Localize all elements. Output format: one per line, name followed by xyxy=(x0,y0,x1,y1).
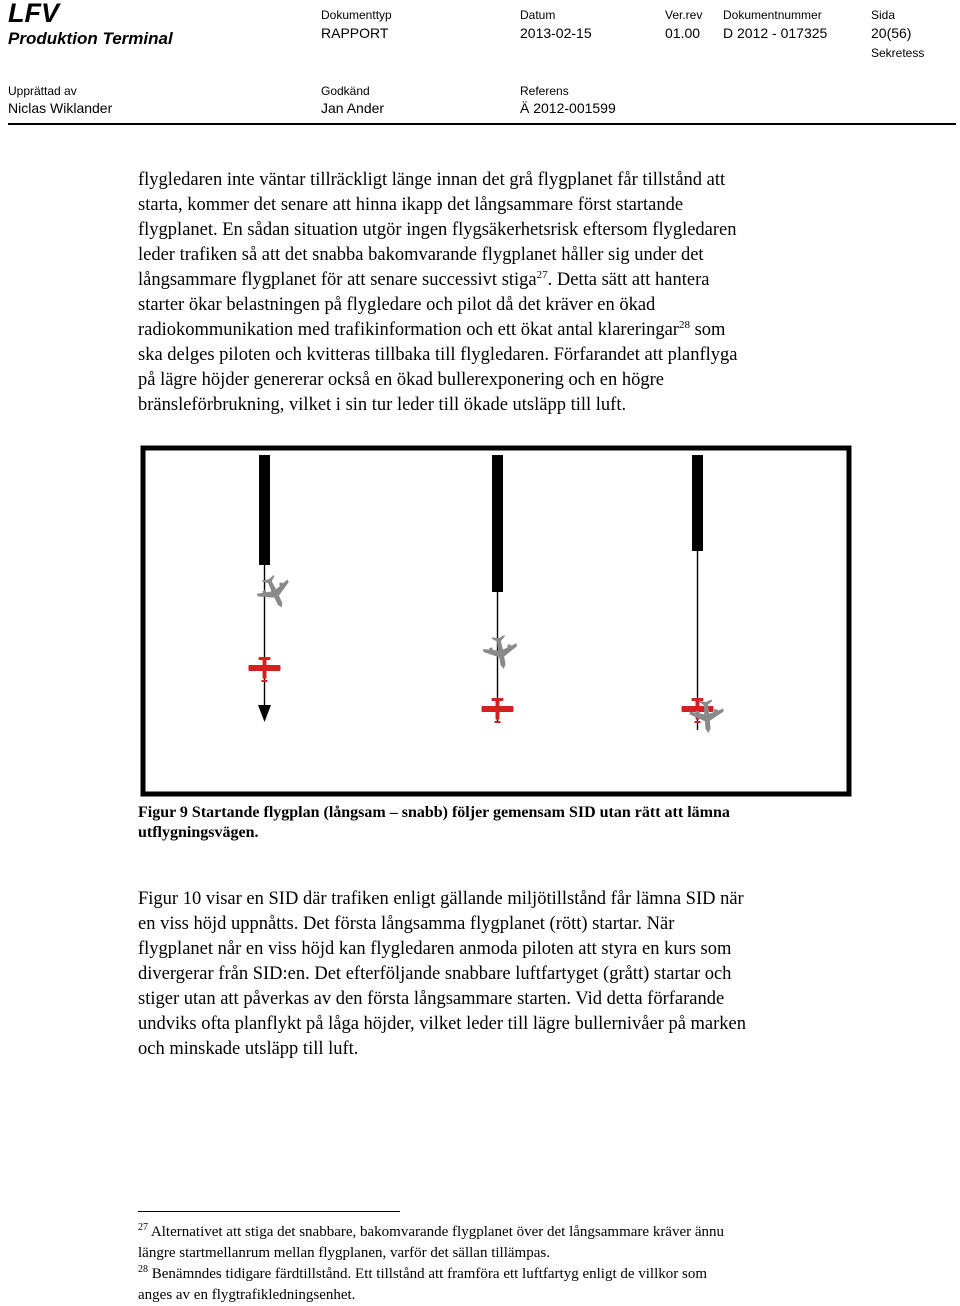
doctype-label: Dokumenttyp xyxy=(321,8,392,22)
paragraph-line: flygplanet. En sådan situation utgör ingen flygsäkerhetsrisk eftersom flygledaren xyxy=(138,220,737,240)
page-number: 20(56) xyxy=(871,25,912,41)
paragraph-line: och minskade utsläpp till luft. xyxy=(138,1039,359,1059)
paragraph-2 xyxy=(138,887,858,1062)
footnote-line: längre startmellanrum mellan flygplanen, varför det sällan tillämpas. xyxy=(138,1245,550,1261)
docnum-value: D 2012 - 017325 xyxy=(723,25,828,41)
paragraph-line: Figur 10 visar en SID där trafiken enligt gällande miljötillstånd får lämna SID när xyxy=(138,889,744,909)
footnote-28 xyxy=(138,1264,868,1306)
paragraph-line: stiger utan att påverkas av den första långsammare starten. Vid detta förfarande xyxy=(138,989,725,1009)
reference-label: Referens xyxy=(520,84,569,98)
rev-value: 01.00 xyxy=(665,25,701,41)
footnote-ref-27: 27 xyxy=(536,268,548,281)
footnote-number: 27 xyxy=(138,1222,148,1233)
author-value: Niclas Wiklander xyxy=(8,100,113,116)
runway xyxy=(259,455,270,565)
footnote-line xyxy=(138,1222,868,1243)
paragraph-line: leder trafiken så att det snabba bakomvarande flygplanet håller sig under det xyxy=(138,245,704,265)
paragraph-line: divergerar från SID:en. Det efterföljande snabbare luftfartyget (grått) startar och xyxy=(138,964,732,984)
date-value: 2013-02-15 xyxy=(520,25,592,41)
secrecy-label: Sekretess xyxy=(871,46,925,60)
footnote-text: Alternativet att stiga det snabbare, bakomvarande flygplanet över det långsammare kräver ännu xyxy=(148,1224,725,1240)
paragraph-line: på lägre höjder genererar också en ökad bullerexponering och en högre xyxy=(138,370,664,390)
paragraph-line: undviks ofta planflykt på låga höjder, vilket leder till lägre bullernivåer på marken xyxy=(138,1014,747,1034)
org-name: Produktion Terminal xyxy=(8,29,173,48)
text-run: långsammare flygplanet för att senare successivt stiga xyxy=(138,270,537,290)
footnote-line: anges av en flygtrafikledningsenhet. xyxy=(138,1287,356,1303)
paragraph-line: flygplanet når en viss höjd kan flygledaren anmoda piloten att styra en kurs som xyxy=(138,939,732,959)
rev-label: Ver.rev xyxy=(665,8,703,22)
paragraph-line: flygledaren inte väntar tillräckligt länge innan det grå flygplanet får tillstånd att xyxy=(138,170,726,190)
runway xyxy=(492,455,503,592)
footnote-27 xyxy=(138,1222,868,1264)
paragraph-1 xyxy=(138,168,858,418)
footnote-text: Benämndes tidigare färdtillstånd. Ett tillstånd att framföra ett luftfartyg enligt de villkor som xyxy=(148,1266,708,1282)
header-rule xyxy=(8,123,956,125)
caption-line: utflygningsvägen. xyxy=(138,824,259,841)
paragraph-line xyxy=(138,268,858,293)
figure-9-caption xyxy=(138,803,858,843)
footnote-number: 28 xyxy=(138,1264,148,1275)
text-run: som xyxy=(689,320,726,340)
doctype-value: RAPPORT xyxy=(321,25,389,41)
approved-value: Jan Ander xyxy=(321,100,385,116)
page-label: Sida xyxy=(871,8,896,22)
docnum-label: Dokumentnummer xyxy=(723,8,822,22)
paragraph-line xyxy=(138,318,858,343)
footnote-ref-28: 28 xyxy=(678,318,690,331)
approved-label: Godkänd xyxy=(321,84,370,98)
reference-value: Ä 2012-001599 xyxy=(520,100,616,116)
paragraph-line: en viss höjd uppnåtts. Det första långsamma flygplanet (rött) startar. När xyxy=(138,914,675,934)
paragraph-line: ska delges piloten och kvitteras tillbaka till flygledaren. Förfarandet att planflyga xyxy=(138,345,738,365)
author-label: Upprättad av xyxy=(8,84,77,98)
paragraph-line: starta, kommer det senare att hinna ikapp det långsammare först startande xyxy=(138,195,684,215)
logo: LFV xyxy=(8,0,59,28)
footnote-line xyxy=(138,1264,868,1285)
footnote-separator xyxy=(138,1211,400,1212)
figure-9-diagram xyxy=(140,445,852,797)
date-label: Datum xyxy=(520,8,556,22)
paragraph-line: bränsleförbrukning, vilket i sin tur leder till ökade utsläpp till luft. xyxy=(138,395,627,415)
paragraph-line: starter ökar belastningen på flygledare och pilot då det kräver en ökad xyxy=(138,295,656,315)
text-run: . Detta sätt att hantera xyxy=(547,270,710,290)
runway xyxy=(692,455,703,551)
caption-line: Figur 9 Startande flygplan (långsam – snabb) följer gemensam SID utan rätt att lämna xyxy=(138,804,730,821)
text-run: radiokommunikation med trafikinformation och ett ökat antal klareringar xyxy=(138,320,679,340)
